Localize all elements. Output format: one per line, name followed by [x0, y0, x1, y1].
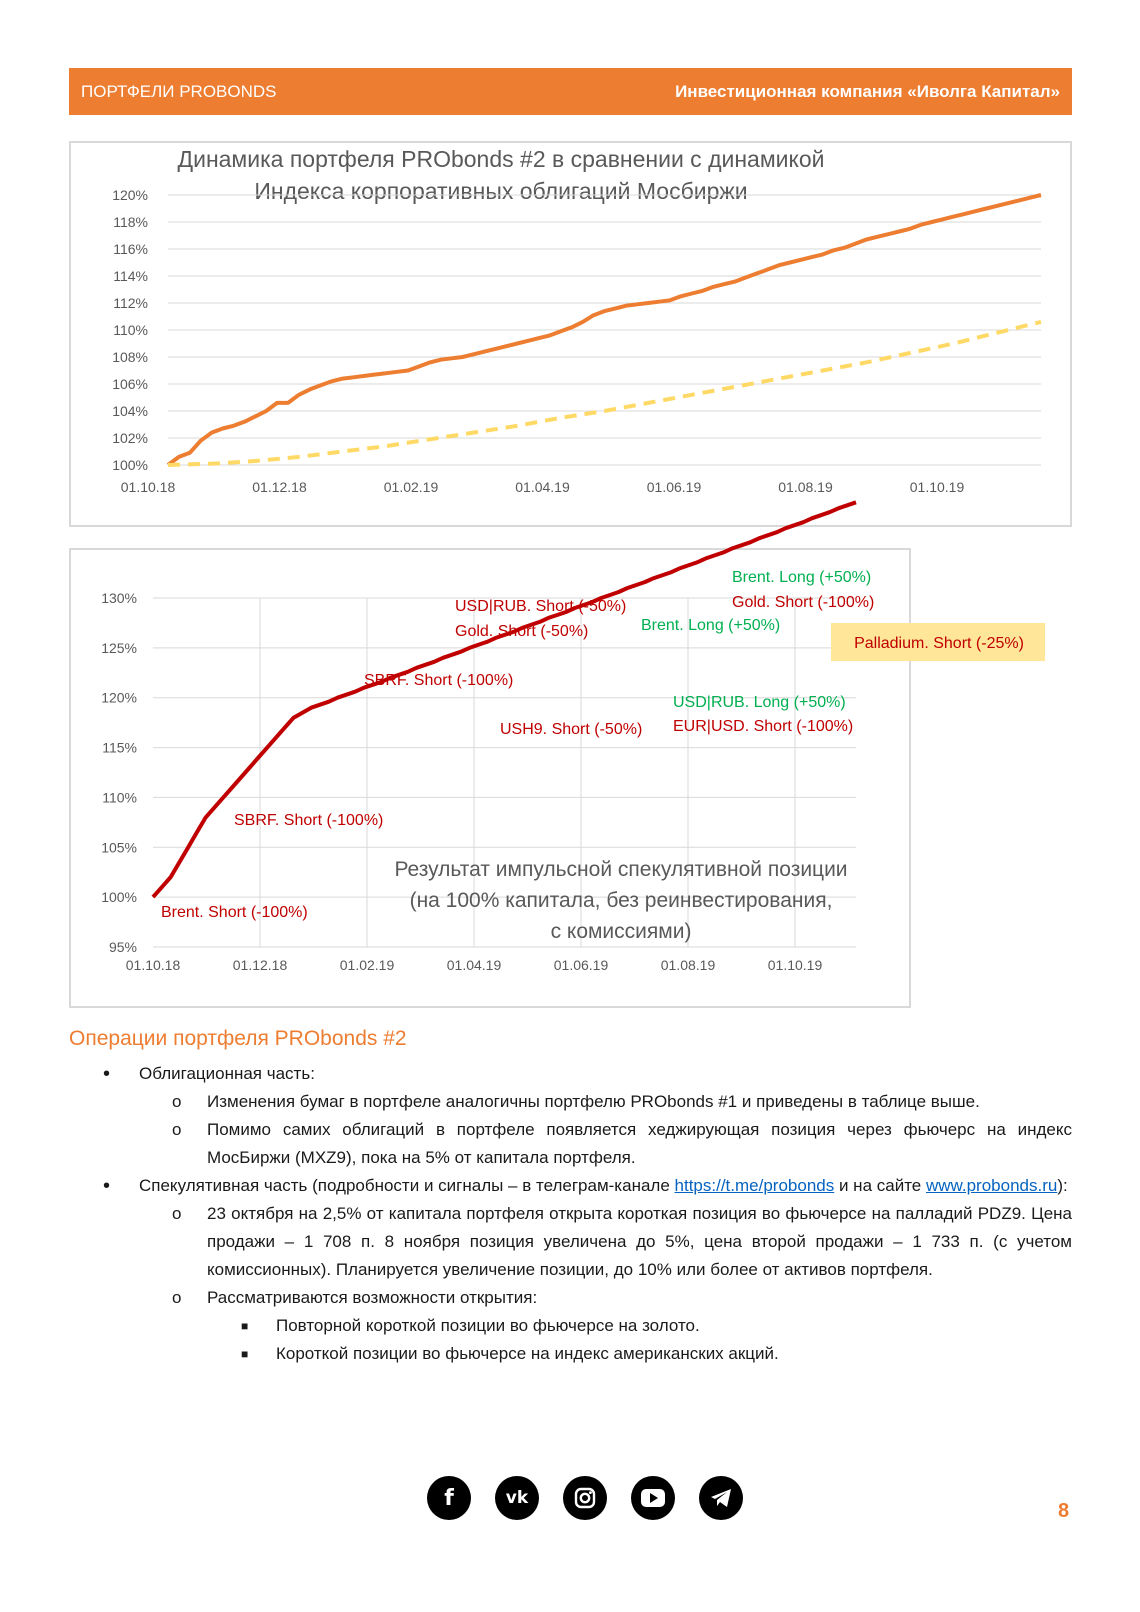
chart1-y-tick: 100%: [112, 457, 148, 473]
chart1-y-tick: 104%: [112, 403, 148, 419]
bullet-icon: •: [103, 1175, 111, 1197]
facebook-icon[interactable]: f: [427, 1476, 471, 1520]
youtube-icon[interactable]: [631, 1476, 675, 1520]
chart2-x-tick: 01.12.18: [232, 957, 288, 973]
chart1-y-tick: 102%: [112, 430, 148, 446]
chart2-x-tick: 01.08.19: [660, 957, 716, 973]
list-item-gold: ■ Повторной короткой позиции во фьючерсе на золото.: [69, 1312, 1072, 1340]
list-item-bond-part: • Облигационная часть:: [69, 1060, 1072, 1088]
chart1-y-tick: 114%: [113, 268, 148, 284]
chart2-title-line: (на 100% капитала, без реинвестирования,: [409, 889, 833, 912]
chart1-x-tick: 01.10.19: [909, 479, 965, 495]
chart2-annotation: SBRF. Short (-100%): [234, 812, 384, 829]
chart1-y-tick: 116%: [113, 241, 148, 257]
chart2-title-line: с комиссиями): [550, 920, 692, 943]
chart2-y-tick: 95%: [108, 939, 137, 955]
circle-bullet-icon: o: [172, 1092, 182, 1111]
chart1-y-tick: 110%: [113, 322, 148, 338]
chart1-title-line: Динамика портфеля PRObonds #2 в сравнении с динамикой: [177, 146, 825, 172]
circle-bullet-icon: o: [172, 1120, 182, 1139]
chart2-y-tick: 105%: [101, 839, 137, 856]
page-header: [69, 68, 1072, 115]
chart2-annotation: Brent. Long (+50%): [732, 569, 872, 586]
chart1-y-tick: 108%: [112, 349, 148, 365]
speculative-position-chart: [69, 548, 1024, 1008]
chart2-y-tick: 120%: [101, 689, 137, 706]
chart2-annotation: Brent. Long (+50%): [641, 617, 781, 634]
chart2-x-tick: 01.04.19: [446, 957, 502, 973]
chart1-x-tick: 01.04.19: [515, 479, 570, 495]
chart2-y-tick: 125%: [101, 639, 137, 656]
list-item-us-index: ■ Короткой позиции во фьючерсе на индекс американских акций.: [69, 1340, 1072, 1368]
portfolio-vs-index-chart: [69, 141, 1072, 527]
list-item-palladium: o 23 октября на 2,5% от капитала портфеля открыта короткая позиция во фьючерсе на палладий PDZ9. Цена продажи – 1 708 п. 8 ноября позиция увеличена до 5%, цена второй продажи – 1 733 п. (с учетом комиссионных). Планируется увеличение позиции, до 10% или более от активов портфеля.: [69, 1200, 1072, 1284]
chart1-y-tick: 118%: [113, 214, 148, 230]
vk-icon[interactable]: vk: [495, 1476, 539, 1520]
chart2-y-tick: 130%: [101, 590, 137, 606]
operations-list: [69, 1060, 1072, 1368]
circle-bullet-icon: o: [172, 1204, 182, 1223]
telegram-icon[interactable]: [699, 1476, 743, 1520]
chart2-x-tick: 01.10.19: [767, 957, 823, 973]
chart1-x-tick: 01.10.18: [120, 479, 176, 495]
chart2-y-tick: 115%: [102, 739, 137, 756]
website-link[interactable]: www.probonds.ru: [925, 1176, 1058, 1195]
chart1-x-tick: 01.08.19: [778, 479, 833, 495]
list-item-hedge: o Помимо самих облигаций в портфеле появляется хеджирующая позиция через фьючерс на индекс МосБиржи (MXZ9), пока на 5% от капитала портфеля.: [69, 1116, 1072, 1172]
chart2-y-tick: 100%: [101, 889, 137, 906]
chart2-x-tick: 01.10.18: [125, 957, 181, 973]
chart1-x-tick: 01.12.18: [252, 479, 307, 495]
square-bullet-icon: ■: [241, 1319, 249, 1333]
header-company-name: Инвестиционная компания «Иволга Капитал»: [675, 81, 1060, 101]
circle-bullet-icon: o: [172, 1288, 182, 1307]
page-number: 8: [1058, 1500, 1070, 1522]
chart1-x-tick: 01.02.19: [383, 479, 439, 495]
chart2-annotation: SBRF. Short (-100%): [364, 672, 514, 689]
chart2-annotation: USD|RUB. Short (-50%): [455, 598, 627, 615]
chart1-title-line: Индекса корпоративных облигаций Мосбиржи: [254, 178, 748, 204]
chart1-y-tick: 106%: [112, 376, 148, 392]
chart2-annotation: Brent. Short (-100%): [161, 904, 308, 921]
chart1-y-tick: 120%: [112, 187, 148, 203]
telegram-link[interactable]: https://t.me/probonds: [674, 1176, 835, 1195]
chart2-annotation: USH9. Short (-50%): [500, 721, 643, 738]
list-item-bond-change: o Изменения бумаг в портфеле аналогичны портфелю PRObonds #1 и приведены в таблице выше.: [69, 1088, 1072, 1116]
list-item-considerations: o Рассматриваются возможности открытия:: [69, 1284, 1072, 1312]
chart2-title-line: Результат импульсной спекулятивной позиции: [394, 858, 848, 881]
square-bullet-icon: ■: [241, 1347, 249, 1361]
chart2-y-tick: 110%: [102, 789, 137, 806]
chart2-x-tick: 01.02.19: [339, 957, 395, 973]
chart2-x-tick: 01.06.19: [553, 957, 609, 973]
chart2-annotation: EUR|USD. Short (-100%): [673, 718, 854, 735]
instagram-icon[interactable]: [563, 1476, 607, 1520]
chart1-x-tick: 01.06.19: [646, 479, 702, 495]
header-left-title: ПОРТФЕЛИ PROBONDS: [81, 81, 277, 101]
section-title: Операции портфеля PRObonds #2: [69, 1027, 407, 1050]
chart2-callout-text: Palladium. Short (-25%): [854, 635, 1024, 652]
portfolio-vs-index-svg: [71, 143, 1070, 525]
chart2-annotation: Gold. Short (-50%): [455, 623, 589, 640]
list-item-spec-part: • Спекулятивная часть (подробности и сигналы – в телеграм-канале https://t.me/probonds и на сайте www.probonds.ru):: [69, 1172, 1072, 1200]
speculative-position-svg: [71, 550, 1024, 1006]
chart2-annotation: USD|RUB. Long (+50%): [673, 694, 846, 711]
bullet-icon: •: [103, 1063, 111, 1085]
chart1-y-tick: 112%: [113, 295, 148, 311]
social-links: [427, 1476, 743, 1520]
chart2-annotation: Gold. Short (-100%): [732, 594, 875, 611]
